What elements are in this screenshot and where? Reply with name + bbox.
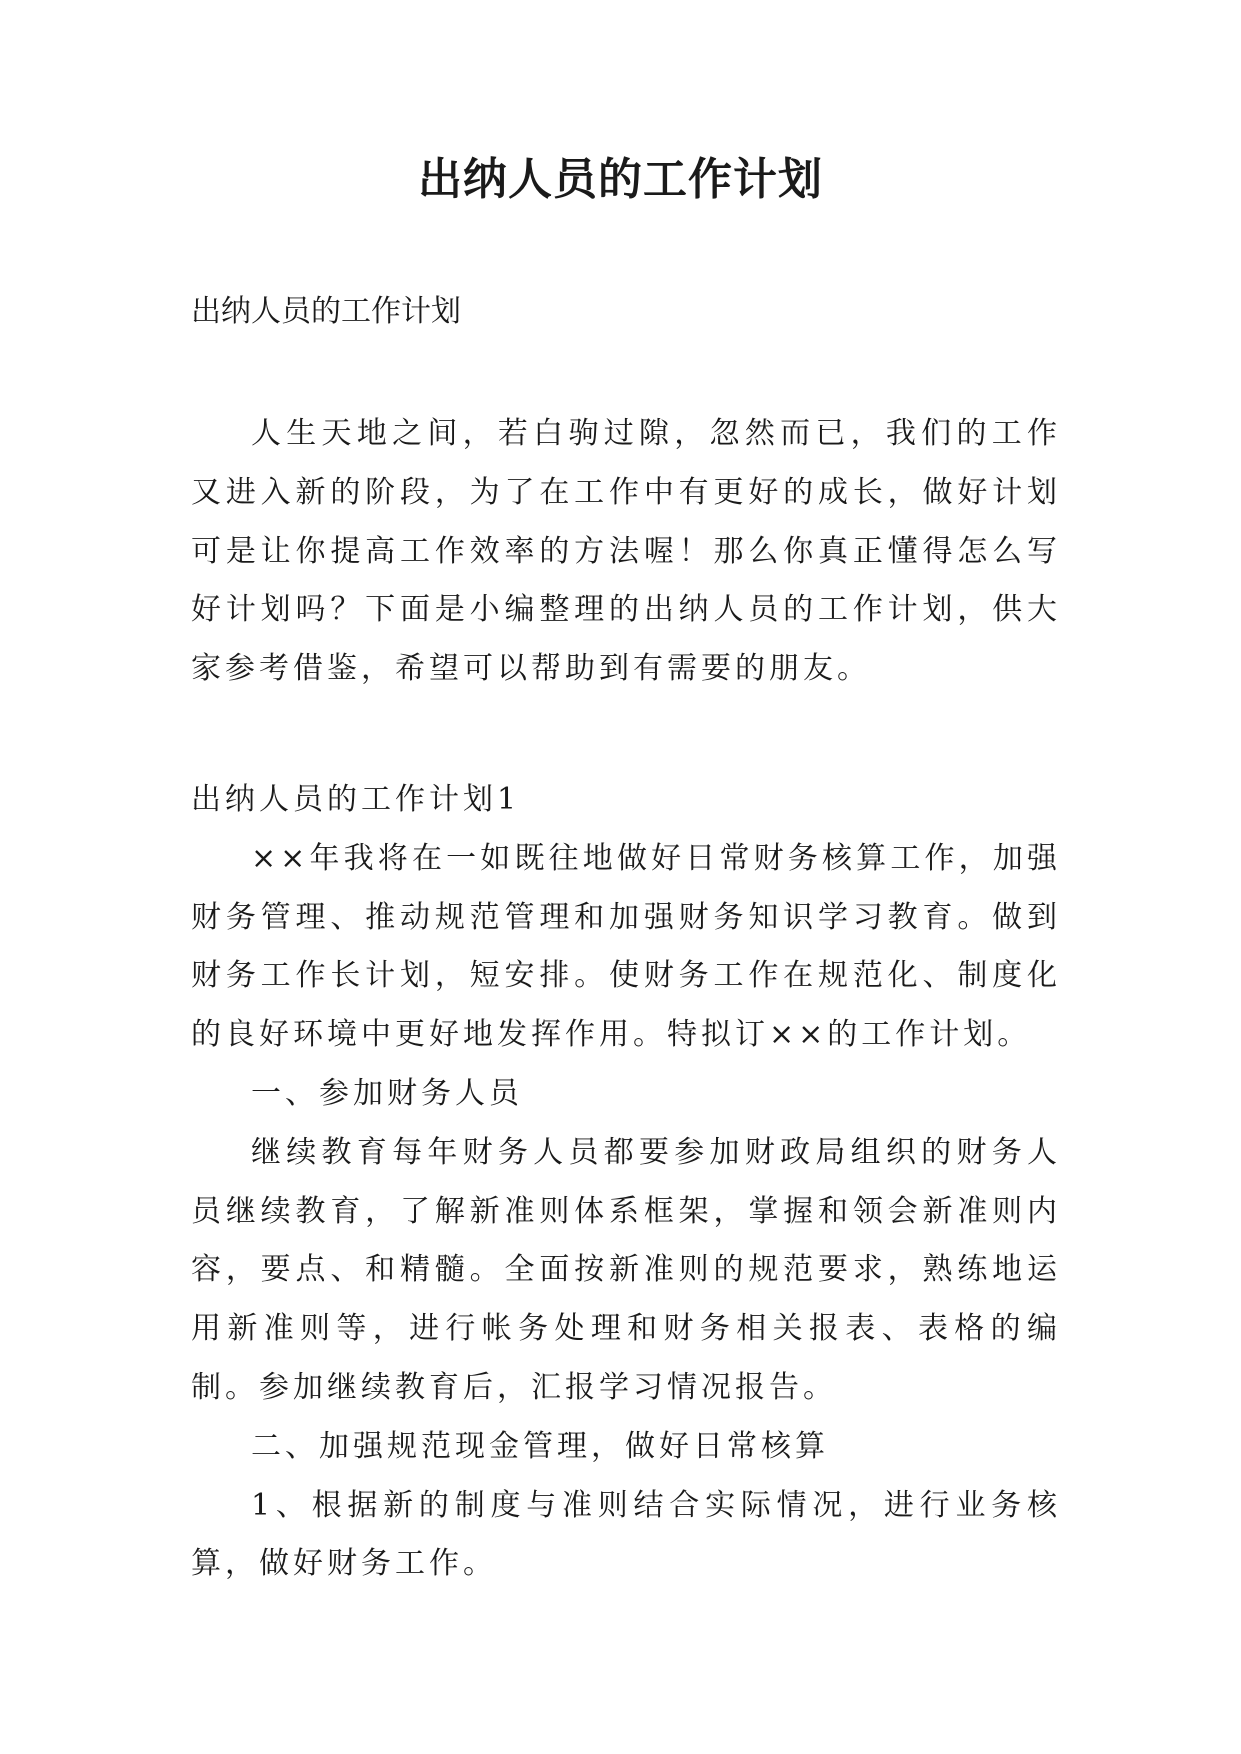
item-heading-1: 一、参加财务人员 xyxy=(251,1075,523,1111)
document-subtitle: 出纳人员的工作计划 xyxy=(191,294,461,329)
item-heading-2: 二、加强规范现金管理，做好日常核算 xyxy=(251,1428,829,1464)
paragraph-gap xyxy=(191,699,1061,771)
intro-paragraph: 人生天地之间，若白驹过隙，忽然而已，我们的工作又进入新的阶段，为了在工作中有更好的成长，做好计划可是让你提高工作效率的方法喔！那么你真正懂得怎么写好计划吗？下面是小编整理的出纳人员的工作计划，供大家参考借鉴，希望可以帮助到有需要的朋友。 xyxy=(191,416,1061,687)
section-heading: 出纳人员的工作计划1 xyxy=(191,781,521,817)
item-point-2-1: 1、根据新的制度与准则结合实际情况，进行业务核算，做好财务工作。 xyxy=(191,1487,1061,1582)
item-body-1: 继续教育每年财务人员都要参加财政局组织的财务人员继续教育，了解新准则体系框架，掌握和领会新准则内容，要点、和精髓。全面按新准则的规范要求，熟练地运用新准则等，进行帐务处理和财务相关报表、表格的编制。参加继续教育后，汇报学习情况报告。 xyxy=(191,1134,1061,1405)
document-title: 出纳人员的工作计划 xyxy=(418,154,823,205)
document-body xyxy=(191,405,1061,1594)
section-intro-paragraph: ××年我将在一如既往地做好日常财务核算工作，加强财务管理、推动规范管理和加强财务知识学习教育。做到财务工作长计划，短安排。使财务工作在规范化、制度化的良好环境中更好地发挥作用。特拟订××的工作计划。 xyxy=(191,840,1061,1053)
